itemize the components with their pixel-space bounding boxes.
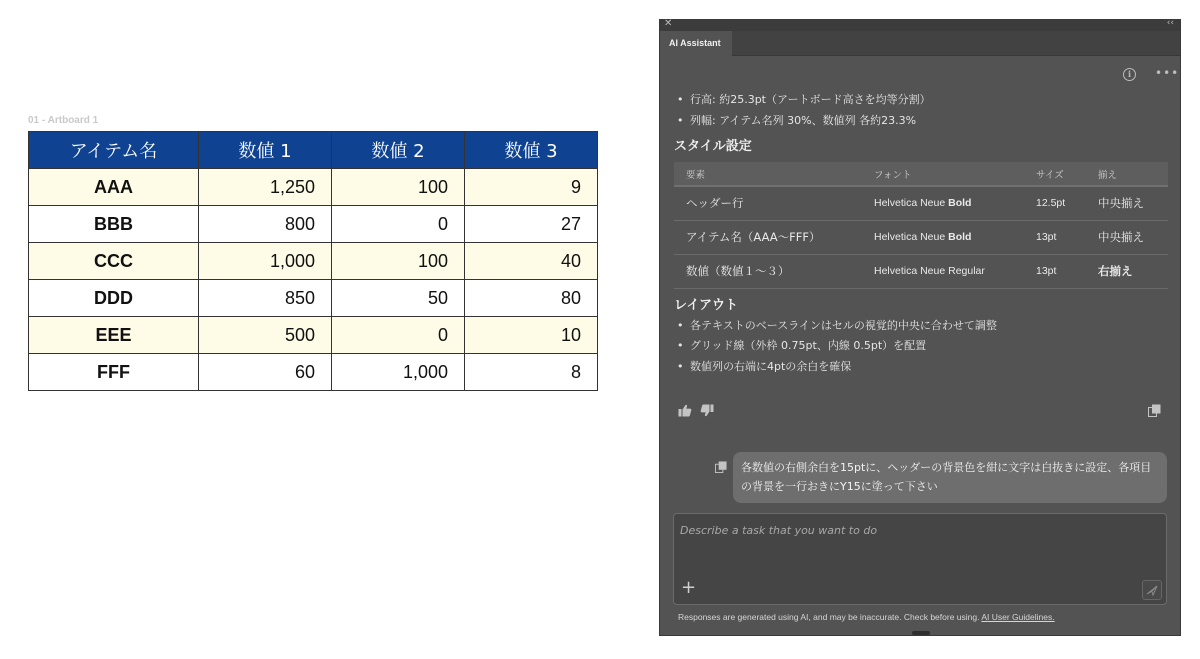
value-cell[interactable]: 60 — [199, 354, 332, 391]
table-row — [29, 206, 598, 243]
resize-handle[interactable] — [912, 631, 930, 635]
bullet-item: • 行高: 約25.3pt（アートボード高さを均等分割） — [674, 90, 1170, 111]
send-button[interactable] — [1142, 580, 1162, 600]
item-name-cell[interactable]: BBB — [29, 206, 199, 243]
guidelines-link[interactable]: AI User Guidelines. — [981, 612, 1055, 622]
response-bullets-layout — [674, 316, 1170, 378]
style-size-cell: 12.5pt — [1024, 186, 1086, 220]
add-attachment-button[interactable]: + — [681, 577, 697, 598]
copy-icon[interactable] — [1148, 404, 1161, 417]
copy-message-icon[interactable] — [715, 461, 727, 473]
style-table-header: フォント — [862, 162, 1024, 186]
more-horizontal-icon[interactable]: ••• — [1155, 66, 1180, 80]
font-name: Helvetica Neue — [874, 197, 949, 210]
artboard[interactable] — [28, 131, 597, 390]
style-table-row — [674, 220, 1168, 254]
table-header-cell[interactable]: 数値 3 — [465, 132, 598, 169]
layout-section-title: レイアウト — [674, 297, 738, 313]
bullet-item: • 数値列の右端に4ptの余白を確保 — [674, 357, 1170, 378]
tab-ai-assistant[interactable]: AI Assistant — [660, 31, 732, 56]
table-row — [29, 169, 598, 206]
style-settings-table — [674, 162, 1168, 289]
value-cell[interactable]: 9 — [465, 169, 598, 206]
style-size-cell: 13pt — [1024, 220, 1086, 254]
item-name-cell[interactable]: FFF — [29, 354, 199, 391]
table-row — [29, 280, 598, 317]
value-cell[interactable]: 50 — [332, 280, 465, 317]
style-align-cell: 中央揃え — [1086, 186, 1168, 220]
style-table-header: 要素 — [674, 162, 862, 186]
value-cell[interactable]: 100 — [332, 243, 465, 280]
table-header-cell[interactable]: 数値 1 — [199, 132, 332, 169]
style-element-cell: アイテム名（AAA〜FFF） — [674, 220, 862, 254]
style-font-cell — [862, 254, 1024, 288]
style-size-cell: 13pt — [1024, 254, 1086, 288]
value-cell[interactable]: 800 — [199, 206, 332, 243]
value-cell[interactable]: 27 — [465, 206, 598, 243]
table-header-row — [29, 132, 598, 169]
item-name-cell[interactable]: AAA — [29, 169, 199, 206]
value-cell[interactable]: 1,000 — [199, 243, 332, 280]
panel-tab-bar — [660, 31, 1180, 56]
style-table-header: サイズ — [1024, 162, 1086, 186]
info-icon[interactable]: i — [1123, 68, 1136, 81]
style-align-cell: 中央揃え — [1086, 220, 1168, 254]
table-header-cell[interactable]: アイテム名 — [29, 132, 199, 169]
value-cell[interactable]: 0 — [332, 206, 465, 243]
font-name: Helvetica Neue Regular — [874, 265, 985, 277]
font-weight: Bold — [948, 231, 972, 243]
style-element-cell: ヘッダー行 — [674, 186, 862, 220]
table-row — [29, 317, 598, 354]
style-element-cell: 数値（数値１〜３） — [674, 254, 862, 288]
item-name-cell[interactable]: EEE — [29, 317, 199, 354]
item-name-cell[interactable]: DDD — [29, 280, 199, 317]
value-cell[interactable]: 100 — [332, 169, 465, 206]
font-weight: Bold — [948, 197, 972, 210]
bullet-item: • グリッド線（外枠 0.75pt、内線 0.5pt）を配置 — [674, 336, 1170, 357]
value-cell[interactable]: 8 — [465, 354, 598, 391]
style-align-cell: 右揃え — [1086, 254, 1168, 288]
bullet-item: • 各テキストのベースラインはセルの視覚的中央に合わせて調整 — [674, 316, 1170, 337]
style-font-cell — [862, 186, 1024, 220]
disclaimer-footer — [678, 612, 1055, 622]
value-cell[interactable]: 80 — [465, 280, 598, 317]
disclaimer-text: Responses are generated using AI, and may be inaccurate. Check before using. — [678, 612, 982, 622]
ai-assistant-panel — [659, 19, 1181, 636]
value-cell[interactable]: 500 — [199, 317, 332, 354]
data-table[interactable] — [28, 131, 598, 391]
send-icon — [1143, 581, 1161, 599]
table-header-cell[interactable]: 数値 2 — [332, 132, 465, 169]
value-cell[interactable]: 850 — [199, 280, 332, 317]
value-cell[interactable]: 10 — [465, 317, 598, 354]
artboard-label[interactable]: 01 - Artboard 1 — [28, 115, 99, 126]
style-section-title: スタイル設定 — [674, 139, 752, 154]
response-bullets-top — [674, 90, 1170, 131]
thumbs-down-icon[interactable] — [700, 404, 714, 417]
style-font-cell — [862, 220, 1024, 254]
table-row — [29, 354, 598, 391]
value-cell[interactable]: 40 — [465, 243, 598, 280]
close-icon[interactable]: ✕ — [664, 18, 673, 29]
style-table-row — [674, 254, 1168, 288]
font-name: Helvetica Neue — [874, 231, 949, 243]
value-cell[interactable]: 0 — [332, 317, 465, 354]
collapse-chevrons-icon[interactable]: ‹‹ — [1166, 18, 1174, 28]
value-cell[interactable]: 1,250 — [199, 169, 332, 206]
style-table-row — [674, 186, 1168, 220]
bullet-item: • 列幅: アイテム名列 30%、数値列 各約23.3% — [674, 111, 1170, 132]
prompt-input-container — [673, 513, 1167, 605]
panel-title-bar[interactable] — [660, 20, 1180, 31]
thumbs-up-icon[interactable] — [678, 404, 692, 417]
style-table-header: 揃え — [1086, 162, 1168, 186]
value-cell[interactable]: 1,000 — [332, 354, 465, 391]
user-message-bubble: 各数値の右側余白を15ptに、ヘッダーの背景色を紺に文字は白抜きに設定、各項目の背景を一行おきにY15に塗って下さい — [733, 452, 1167, 503]
prompt-input[interactable] — [674, 514, 1166, 574]
table-row — [29, 243, 598, 280]
assistant-response — [674, 90, 1170, 377]
item-name-cell[interactable]: CCC — [29, 243, 199, 280]
